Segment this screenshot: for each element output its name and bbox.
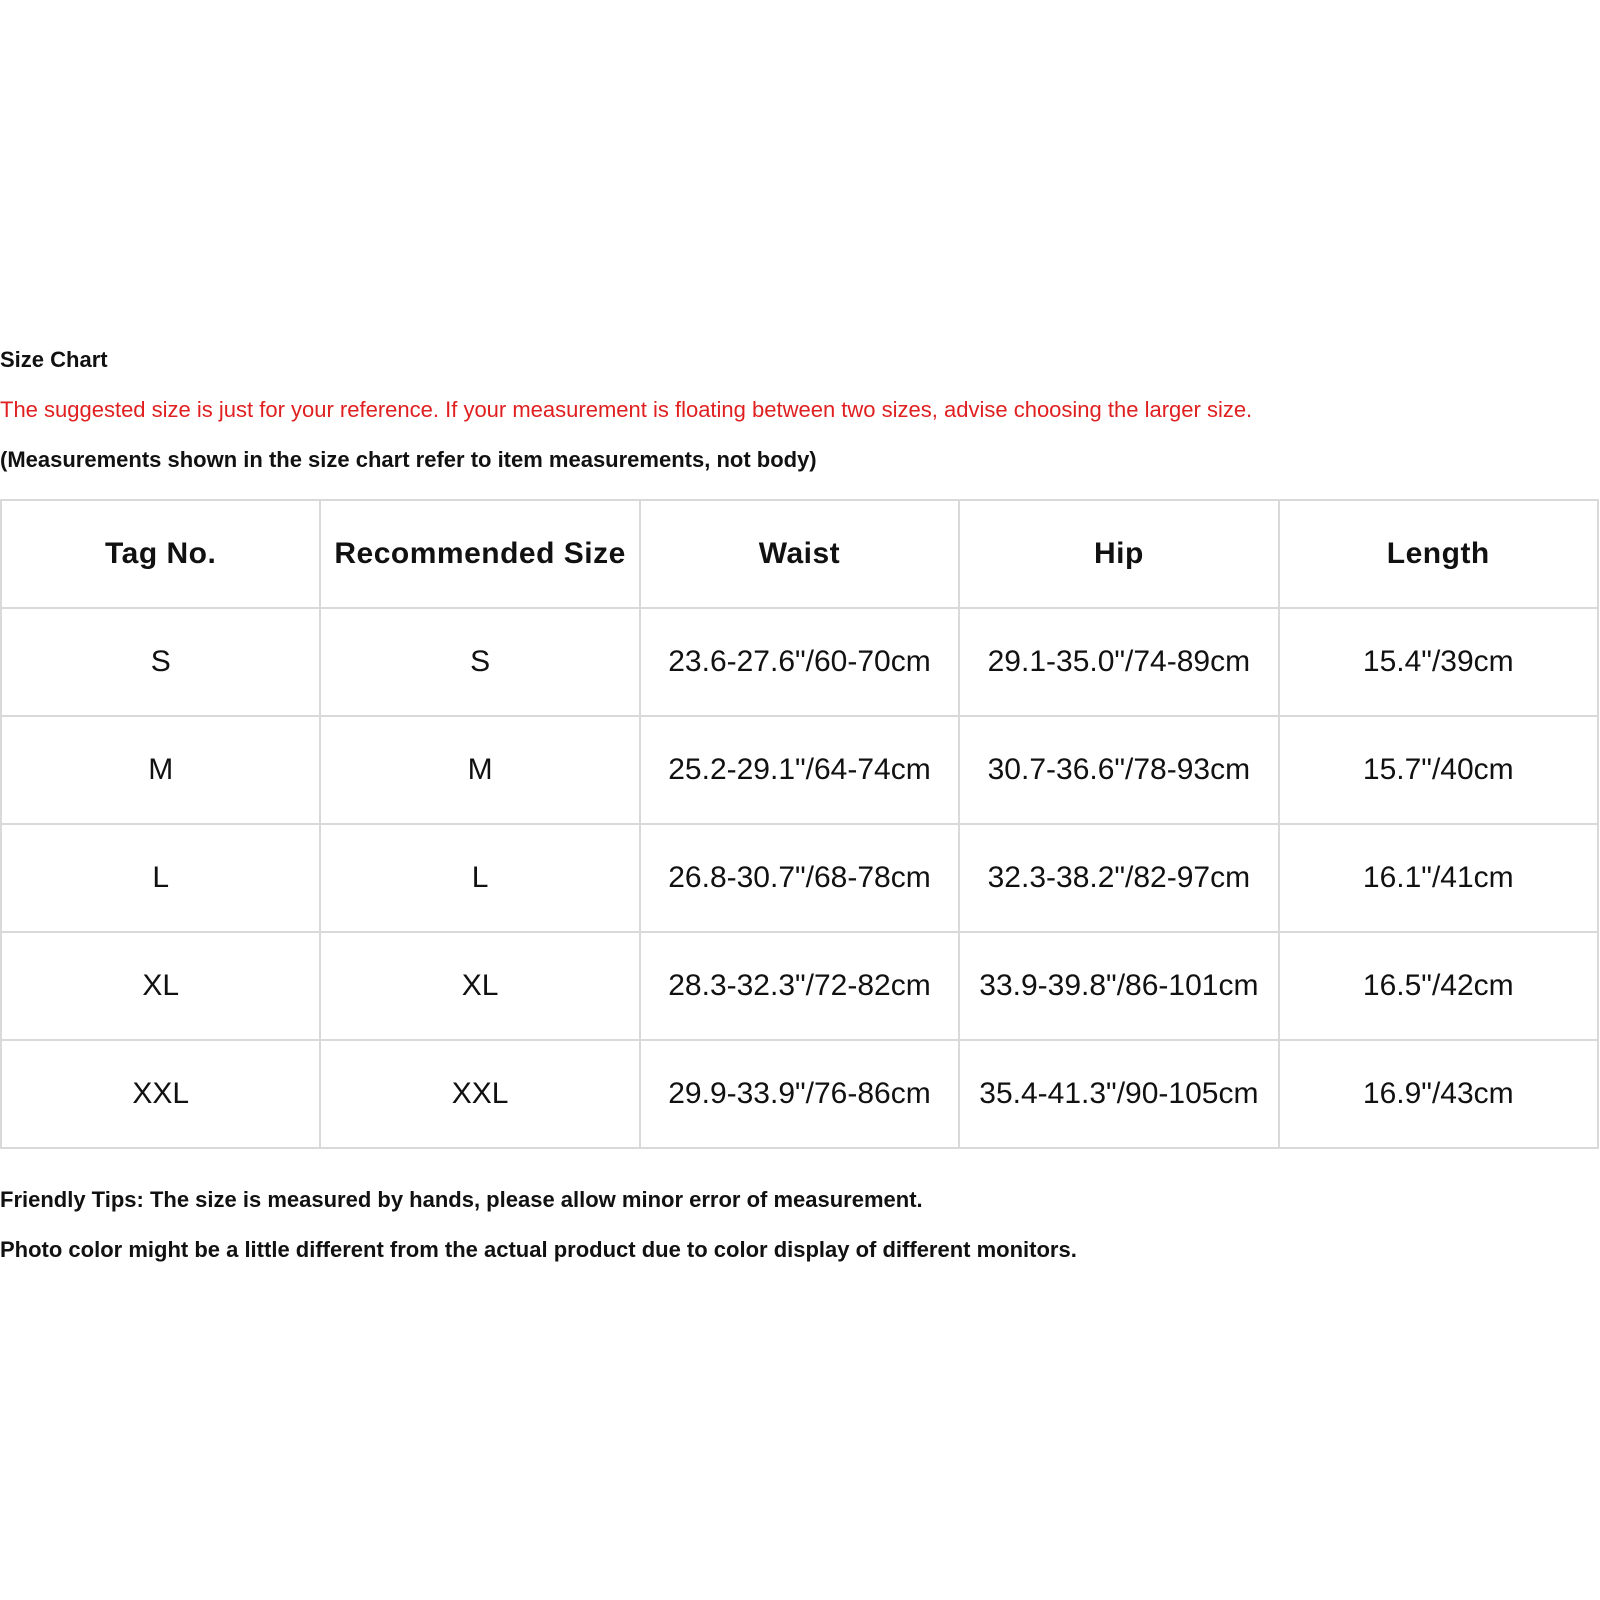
cell-recommended-size: M <box>320 716 639 824</box>
cell-waist: 28.3-32.3"/72-82cm <box>640 932 959 1040</box>
measurement-note: (Measurements shown in the size chart refer to item measurements, not body) <box>0 447 817 472</box>
cell-recommended-size: XXL <box>320 1040 639 1148</box>
table-row <box>1 716 1598 824</box>
table-row <box>1 608 1598 716</box>
column-header-waist: Waist <box>640 500 959 608</box>
cell-length: 15.7"/40cm <box>1279 716 1598 824</box>
cell-hip: 35.4-41.3"/90-105cm <box>959 1040 1278 1148</box>
cell-waist: 29.9-33.9"/76-86cm <box>640 1040 959 1148</box>
column-header-recommended-size: Recommended Size <box>320 500 639 608</box>
cell-tag-no: XL <box>1 932 320 1040</box>
cell-hip: 30.7-36.6"/78-93cm <box>959 716 1278 824</box>
cell-recommended-size: S <box>320 608 639 716</box>
size-table <box>0 499 1599 1149</box>
table-row <box>1 932 1598 1040</box>
cell-tag-no: M <box>1 716 320 824</box>
cell-hip: 33.9-39.8"/86-101cm <box>959 932 1278 1040</box>
size-reference-notice: The suggested size is just for your reference. If your measurement is floating between two sizes, advise choosing the larger size. <box>0 397 1253 422</box>
cell-length: 16.5"/42cm <box>1279 932 1598 1040</box>
table-row <box>1 1040 1598 1148</box>
color-disclaimer: Photo color might be a little different from the actual product due to color display of different monitors. <box>0 1237 1077 1262</box>
cell-recommended-size: XL <box>320 932 639 1040</box>
cell-length: 16.1"/41cm <box>1279 824 1598 932</box>
table-row <box>1 824 1598 932</box>
cell-waist: 23.6-27.6"/60-70cm <box>640 608 959 716</box>
cell-tag-no: S <box>1 608 320 716</box>
friendly-tip: Friendly Tips: The size is measured by hands, please allow minor error of measurement. <box>0 1187 923 1212</box>
cell-length: 15.4"/39cm <box>1279 608 1598 716</box>
cell-length: 16.9"/43cm <box>1279 1040 1598 1148</box>
size-chart-title: Size Chart <box>0 347 108 372</box>
cell-waist: 25.2-29.1"/64-74cm <box>640 716 959 824</box>
cell-waist: 26.8-30.7"/68-78cm <box>640 824 959 932</box>
cell-hip: 32.3-38.2"/82-97cm <box>959 824 1278 932</box>
cell-tag-no: L <box>1 824 320 932</box>
cell-hip: 29.1-35.0"/74-89cm <box>959 608 1278 716</box>
table-header-row <box>1 500 1598 608</box>
column-header-tag-no: Tag No. <box>1 500 320 608</box>
cell-tag-no: XXL <box>1 1040 320 1148</box>
cell-recommended-size: L <box>320 824 639 932</box>
column-header-hip: Hip <box>959 500 1278 608</box>
column-header-length: Length <box>1279 500 1598 608</box>
